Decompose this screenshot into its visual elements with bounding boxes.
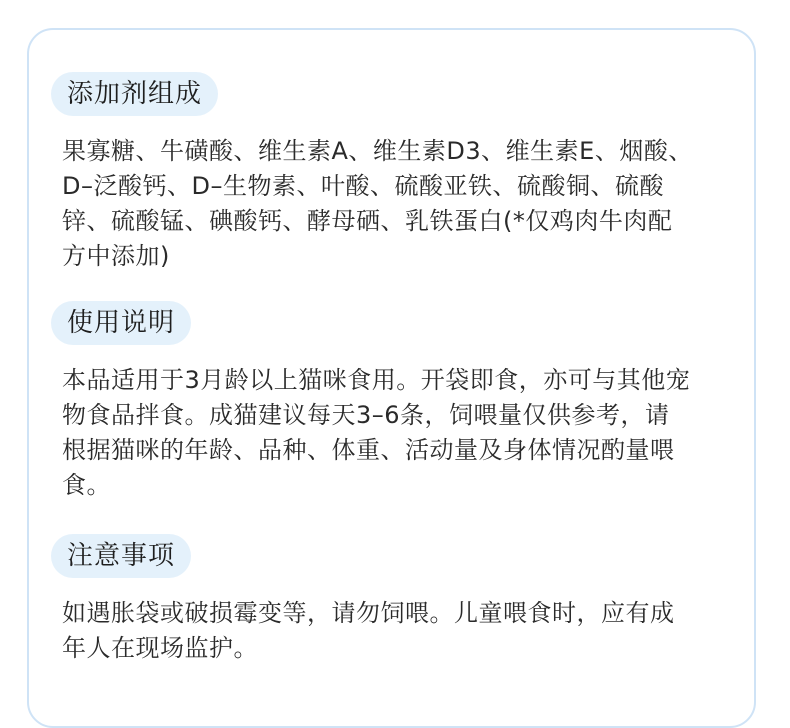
section-title-additives: 添加剂组成 — [51, 72, 218, 116]
body-line: 如遇胀袋或破损霉变等，请勿饲喂。儿童喂食时，应有成 — [62, 599, 675, 627]
section-usage — [51, 301, 741, 503]
body-line: 物食品拌食。成猫建议每天3–6条，饲喂量仅供参考，请 — [62, 401, 670, 429]
body-line: D–泛酸钙、D–生物素、叶酸、硫酸亚铁、硫酸铜、硫酸 — [62, 172, 664, 200]
body-line: 本品适用于3月龄以上猫咪食用。开袋即食，亦可与其他宠 — [62, 366, 691, 394]
body-line: 食。 — [62, 471, 111, 499]
section-additives — [51, 72, 741, 274]
section-body-caution — [51, 596, 732, 666]
body-line: 锌、硫酸锰、碘酸钙、酵母硒、乳铁蛋白(*仅鸡肉牛肉配 — [62, 207, 673, 235]
section-body-additives — [51, 134, 732, 274]
body-line: 方中添加) — [62, 242, 170, 270]
section-title-caution: 注意事项 — [51, 534, 191, 578]
section-body-usage — [51, 363, 732, 503]
section-title-usage: 使用说明 — [51, 301, 191, 345]
section-caution — [51, 534, 741, 666]
body-line: 果寡糖、牛磺酸、维生素A、维生素D3、维生素E、烟酸、 — [62, 137, 693, 165]
body-line: 根据猫咪的年龄、品种、体重、活动量及身体情况酌量喂 — [62, 436, 675, 464]
body-line: 年人在现场监护。 — [62, 634, 258, 662]
